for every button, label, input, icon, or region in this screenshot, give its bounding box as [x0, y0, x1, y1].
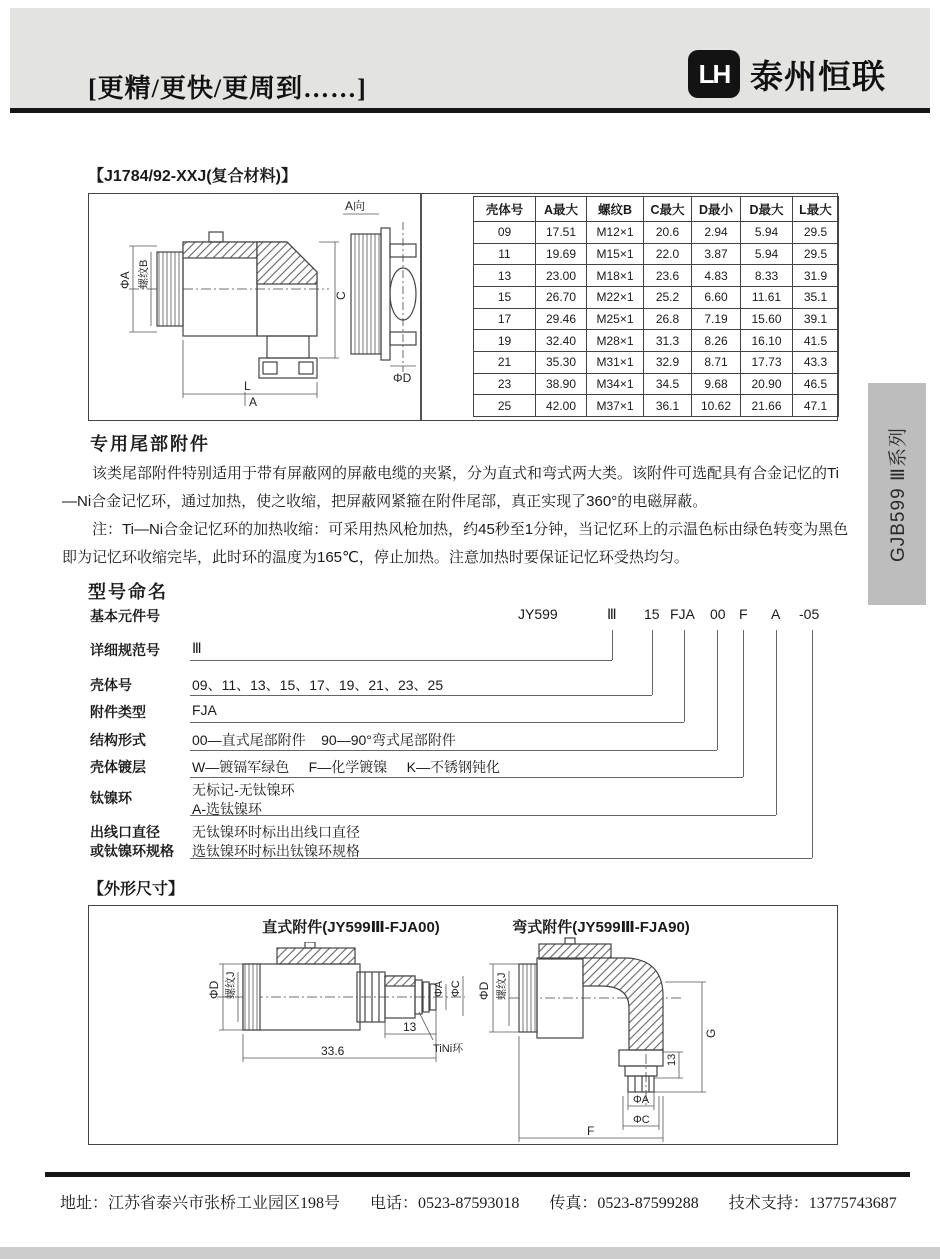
code-part-tini: A — [771, 606, 781, 622]
series-side-tab-label: GJB599 Ⅲ系列 — [888, 426, 910, 562]
company-logo — [688, 50, 886, 98]
naming-connector-line — [190, 858, 812, 859]
angle-drawing-title: 弯式附件(JY599Ⅲ-FJA90) — [512, 919, 690, 936]
naming-connector-line — [190, 777, 743, 778]
naming-connector-line — [776, 630, 777, 815]
naming-connector-line — [743, 630, 744, 777]
column-header: 螺纹B — [587, 197, 644, 222]
g-dim-label: G — [704, 1028, 718, 1038]
tail-section-paragraphs — [62, 460, 850, 572]
naming-row-value: Ⅲ — [192, 640, 202, 656]
code-part-spec: Ⅲ — [607, 606, 617, 622]
naming-row-value: 无标记-无钛镍环 — [192, 782, 295, 798]
dimension-table-body — [474, 222, 839, 417]
thread-b-label: 螺纹B — [138, 259, 150, 289]
dim-13-label: 13 — [403, 1020, 417, 1034]
naming-row-label: 钛镍环 — [90, 790, 132, 806]
phi-a-label: ΦA — [433, 980, 445, 997]
tini-ring-label: TiNi环 — [433, 1043, 464, 1055]
header-slogan: [更精/更快/更周到……] — [88, 74, 367, 103]
f-dim-label: F — [587, 1124, 595, 1138]
table-row: 21 35.30 M31×1 32.9 8.71 17.73 43.3 — [474, 351, 839, 373]
dimension-table — [473, 196, 839, 417]
naming-connector-line — [190, 750, 717, 751]
naming-row-label: 详细规范号 — [90, 642, 160, 658]
dim-13-label: 13 — [666, 1053, 678, 1066]
naming-connector-line — [190, 815, 776, 816]
naming-row-value: 选钛镍环时标出钛镍环规格 — [192, 843, 360, 859]
code-part-structure: 00 — [710, 606, 726, 622]
footer-fax: 传真：0523-87599288 — [549, 1195, 699, 1212]
naming-connector-line — [190, 660, 612, 661]
footer — [60, 1190, 897, 1213]
straight-connector-drawing — [207, 942, 477, 1077]
naming-row-label: 附件类型 — [90, 704, 146, 720]
c-dim-label: C — [334, 291, 348, 300]
tail-paragraph-2: 注：Ti—Ni合金记忆环的加热收缩：可采用热风枪加热，约45秒至1分钟，当记忆环上的示温色标由绿色转变为黑色即为记忆环收缩完毕，此时环的温度为165℃，停止加热。注意加热时要保证记忆环受热均匀。 — [62, 521, 849, 566]
naming-row-value: FJA — [192, 702, 217, 718]
phi-c-label: ΦC — [633, 1114, 650, 1126]
naming-row-label: 或钛镍环规格 — [90, 843, 174, 859]
rear-view-a — [351, 222, 416, 372]
naming-connector-line — [190, 722, 684, 723]
table-row: 25 42.00 M37×1 36.1 10.62 21.66 47.1 — [474, 395, 839, 417]
footer-support: 技术支持：13775743687 — [728, 1195, 897, 1212]
table-row: 15 26.70 M22×1 25.2 6.60 11.61 35.1 — [474, 286, 839, 308]
naming-connector-line — [652, 630, 653, 695]
spec-section-title: 【J1784/92-XXJ(复合材料)】 — [88, 168, 297, 185]
outline-section-heading: 【外形尺寸】 — [88, 881, 185, 898]
tail-section-heading: 专用尾部附件 — [90, 434, 210, 454]
naming-section-heading: 型号命名 — [88, 582, 168, 602]
phi-c-label: ΦC — [450, 980, 462, 997]
code-part-shell: 15 — [644, 606, 660, 622]
l-dim-label: L — [244, 379, 251, 393]
column-header: C最大 — [644, 197, 692, 222]
column-header: 壳体号 — [474, 197, 536, 222]
phi-d-label: ΦD — [393, 371, 412, 385]
naming-row-label: 出线口直径 — [90, 824, 160, 840]
elbow-connector-body — [509, 938, 682, 1108]
naming-row-value: 00—直式尾部附件 90—90°弯式尾部附件 — [192, 732, 456, 748]
naming-connector-line — [717, 630, 718, 750]
naming-row-value: 09、11、13、15、17、19、21、23、25 — [192, 677, 444, 693]
bottom-strip — [0, 1247, 940, 1259]
a-arrow-label: A — [249, 395, 258, 409]
table-row: 09 17.51 M12×1 20.6 2.94 5.94 29.5 — [474, 222, 839, 244]
outline-drawing-box — [88, 905, 838, 1145]
footer-address: 地址：江苏省泰兴市张桥工业园区198号 — [60, 1195, 341, 1212]
column-header: L最大 — [793, 197, 839, 222]
lh-logo-icon: LH — [688, 50, 740, 98]
column-header: A最大 — [536, 197, 587, 222]
elbow-connector-drawing — [477, 936, 747, 1144]
thread-j-label: 螺纹J — [225, 971, 237, 999]
column-header: D最小 — [692, 197, 741, 222]
dim-33-6-label: 33.6 — [321, 1044, 345, 1058]
naming-row-label: 壳体号 — [90, 677, 132, 693]
code-part-base: JY599 — [518, 606, 558, 622]
straight-drawing-title: 直式附件(JY599Ⅲ-FJA00) — [262, 919, 440, 936]
right-angle-connector-side-view — [129, 232, 329, 378]
table-row: 13 23.00 M18×1 23.6 4.83 8.33 31.9 — [474, 265, 839, 287]
brand-name: 泰州恒联 — [750, 57, 886, 95]
view-a-label: A向 — [345, 199, 366, 213]
phi-d-label: ΦD — [207, 980, 221, 999]
table-row: 19 32.40 M28×1 31.3 8.26 16.10 41.5 — [474, 330, 839, 352]
spec-drawing — [89, 194, 434, 418]
table-row: 23 38.90 M34×1 34.5 9.68 20.90 46.5 — [474, 373, 839, 395]
tail-paragraph-1: 该类尾部附件特别适用于带有屏蔽网的屏蔽电缆的夹紧，分为直式和弯式两大类。该附件可选配具有合金记忆的Ti—Ni合金记忆环，通过加热，使之收缩，把屏蔽网紧箍在附件尾部，真正实现了360°的电磁屏蔽。 — [62, 465, 839, 510]
naming-row-value: A-选钛镍环 — [192, 801, 262, 817]
series-side-tab — [868, 383, 926, 605]
naming-row-label: 结构形式 — [90, 732, 146, 748]
table-row: 11 19.69 M15×1 22.0 3.87 5.94 29.5 — [474, 243, 839, 265]
naming-row-value: 无钛镍环时标出出线口直径 — [192, 824, 360, 840]
phi-a-label: ΦA — [633, 1094, 650, 1106]
code-part-type: FJA — [670, 606, 695, 622]
phi-d-label: ΦD — [477, 981, 491, 1000]
header-divider — [10, 108, 930, 113]
dimension-table-head-row — [474, 197, 839, 222]
naming-connector-line — [684, 630, 685, 722]
naming-row-label: 壳体镀层 — [90, 759, 146, 775]
straight-connector-body — [217, 942, 465, 1030]
thread-j-label: 螺纹J — [496, 972, 508, 1000]
phi-a-label: ΦA — [118, 271, 132, 289]
naming-row-value: W—镀镉军绿色 F—化学镀镍 K—不锈钢钝化 — [192, 759, 500, 775]
naming-connector-line — [190, 695, 652, 696]
column-header: D最大 — [741, 197, 793, 222]
footer-divider — [45, 1172, 910, 1177]
code-part-plating: F — [739, 606, 748, 622]
naming-row-label: 基本元件号 — [90, 608, 160, 624]
naming-connector-line — [812, 630, 813, 858]
naming-connector-line — [612, 630, 613, 660]
footer-phone: 电话：0523-87593018 — [370, 1195, 520, 1212]
table-row: 17 29.46 M25×1 26.8 7.19 15.60 39.1 — [474, 308, 839, 330]
code-part-outlet: -05 — [799, 606, 820, 622]
